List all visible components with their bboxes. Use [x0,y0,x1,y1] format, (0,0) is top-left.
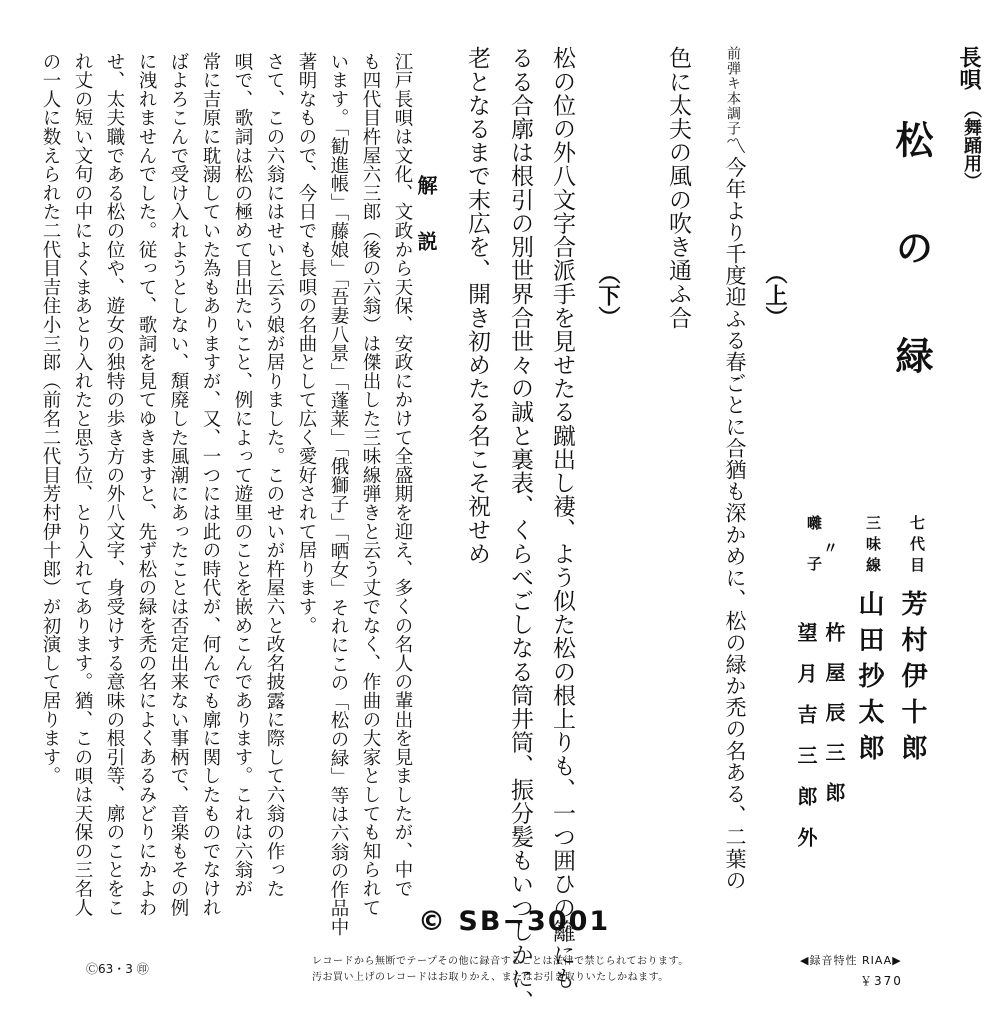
commentary-line: さて、この六翁にはせいと云う娘が居りました。このせいが杵屋六と改名披露に際して六翁の作った [264,52,285,898]
commentary-line: 江戸長唄は文化、文政から天保、安政にかけて全盛期を迎え、多くの名人の輩出を見ましたが、中で [392,52,413,898]
commentary-line: います。「勧進帳」「藤娘」「吾妻八景」「蓬莱」「俄獅子」「晒女」それにこの「松の緑」等は六翁の作品中 [328,52,349,937]
commentary-line: せ、太夫職である松の位や、遊女の独特の歩き方の外八文字、身受けする意味の根引等、廓のことをこ [104,52,125,917]
credit-role: 〃 [821,540,839,561]
recording-characteristic: ◀録音特性 RIAA▶ [800,954,902,967]
commentary-line: に洩れませんでした。従って、歌詞を見てゆきますと、先ず松の緑を禿の名によくあるみどりにかよわ [136,52,157,917]
commentary-line: ばよろこんで受け入れようとしない、頽廃した風潮にあったことは否定出来ない事柄で、音楽もその例 [168,52,189,917]
price-label: ￥370 [860,974,903,988]
credit-name: 杵屋辰三郎 [822,622,846,822]
subtitle-label: （舞踊用） [961,100,982,190]
lyric-line: 松の位の外八文字合派手を見せたる蹴出し褄、よう似た松の根上りも、一つ囲ひの籬にも [549,46,575,990]
lyric-line: るる合廓は根引の別世界合世々の誠と裏表、くらべごしなる筒井筒、振分髪もいつしかに、 [507,46,533,1014]
copyright-notice: レコードから無断でテープその他に録音することは法律で禁じられております。 [312,956,689,967]
copyright-notice: 汚お買い上げのレコードはお取りかえ、またはお引き取りいたしかねます。 [312,972,669,983]
upper-prelude: 前弾キ本調子 [725,46,741,136]
catalog-number: © SB−3001 [418,906,611,937]
genre-label: 長唄 [956,46,982,90]
credit-name: 山田抄太郎 [854,590,884,770]
lyric-line: 色に太夫の風の吹き通ふ合 [665,46,691,330]
page-title: 松の緑 [889,120,934,444]
date-mark: Ⓒ63・3 ㊞ [86,962,149,976]
upper-heading: （上） [762,262,788,328]
commentary-heading: 解説 [414,175,438,287]
credit-role: 囃子 [805,515,823,597]
commentary-line: も四代目杵屋六三郎（後の六翁）は傑出した三味線弾きと云う丈でなく、作曲の大家としても知られて [360,52,381,917]
lyric-line: 老となるまで末広を、開き初めたる名こそ祝せめ [464,46,490,566]
commentary-line: 唄で、歌詞は松の極めて目出たいこと、例によって遊里のことを嵌めこんであります。これは六翁が [232,52,253,898]
commentary-line: の一人に数えられた二代目吉住小三郎（前名二代目芳村伊十郎）が初演して居ります。 [40,52,61,786]
commentary-line: 著明なもので、今日でも長唄の名曲として広く愛好されて居ります。 [296,52,317,635]
credit-name: 芳村伊十郎 [897,590,927,770]
lyric-line: 〽今年より千度迎ふる春ごとに合猶も深かめに、松の緑か禿の名ある、二葉の [723,135,747,891]
commentary-line: れ丈の短い文句の中によくまあとり入れたと思う位、とり入れてあります。猶、この唄は天保の三名人 [72,52,93,917]
credit-role: 三味線 [864,515,882,578]
credit-name: 望月吉三郎外 [794,622,818,868]
commentary-line: 常に吉原に耽溺していた為もありますが、又、一つには此の時代が、何んでも廓に関したものでなけれ [200,52,221,917]
credit-role: 七代目 [908,515,926,578]
lower-heading: （下） [595,262,621,328]
